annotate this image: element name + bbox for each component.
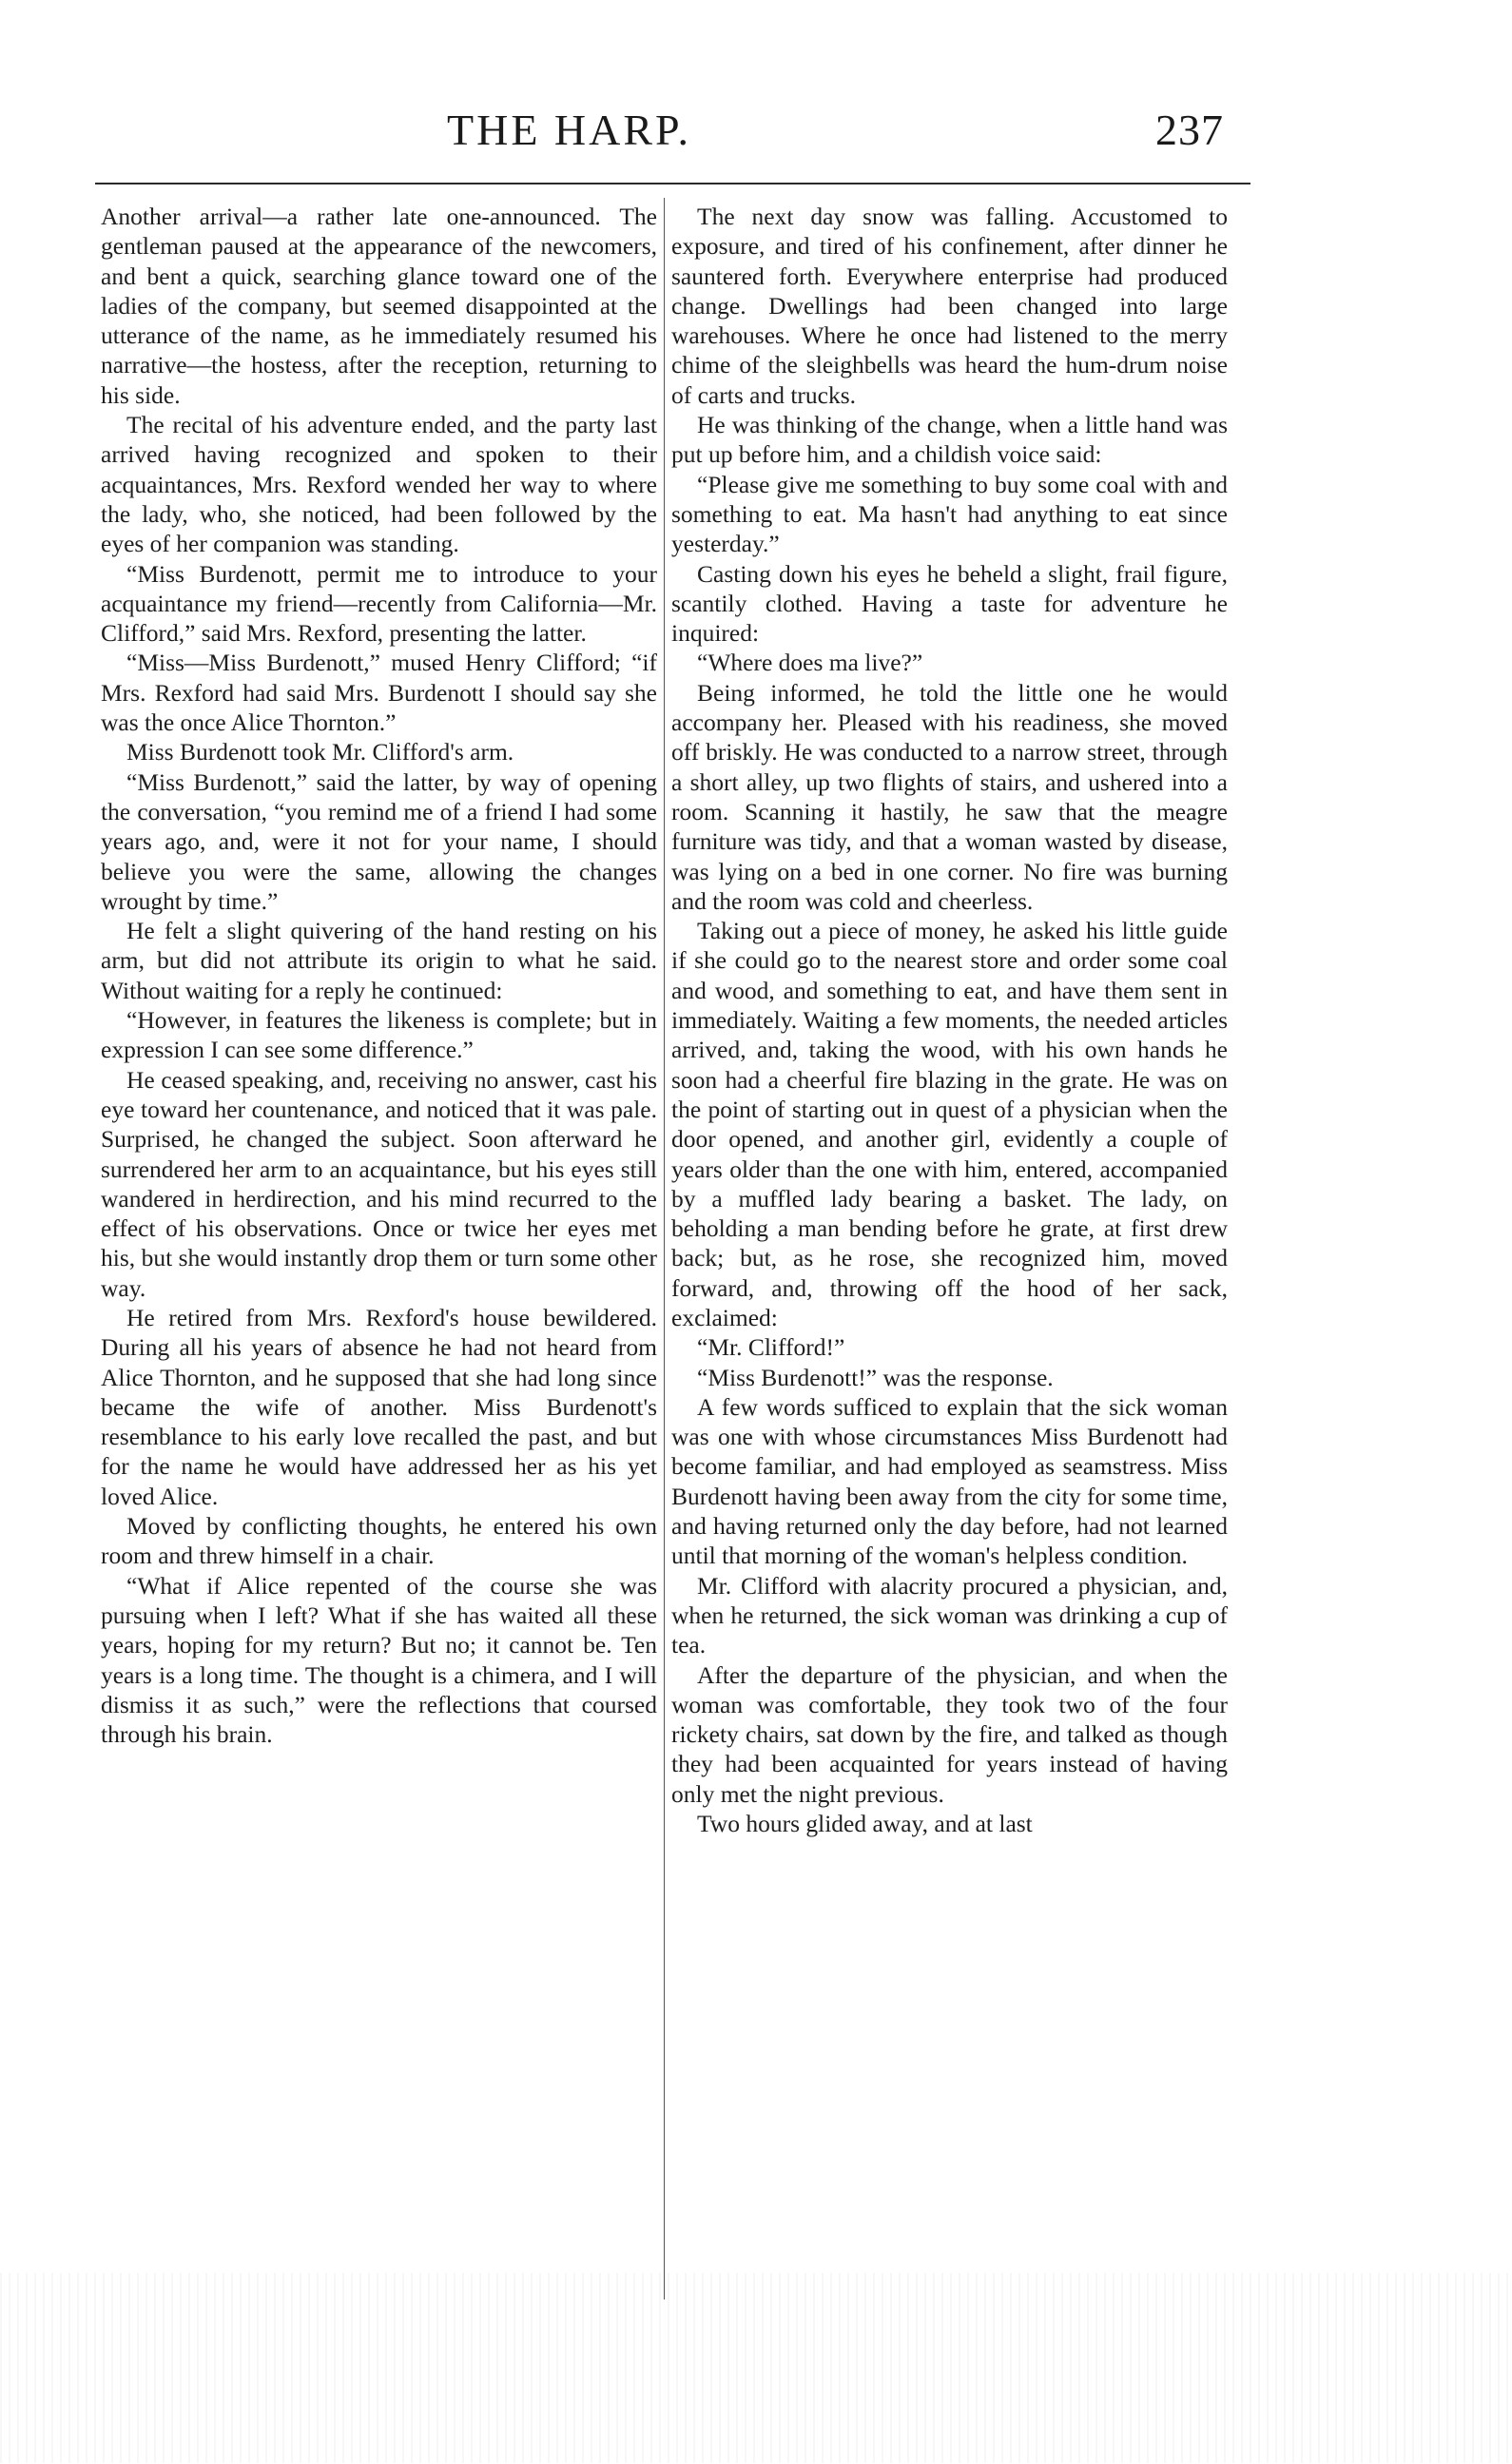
paragraph: He ceased speaking, and, receiving no answer, cast his eye toward her countenance, and noticed that it was pale. Surprised, he changed the subject. Soon afterward he surrendered her arm to an acquaintance, but his eyes still wandered in herdirection, and his mind recurred to the effect of his observations. Once or twice her eyes met his, but she would instantly drop them or turn some other way.: [101, 1065, 657, 1302]
paragraph: “Where does ma live?”: [697, 649, 923, 677]
paragraph: Taking out a piece of money, he asked his little guide if she could go to the nearest store and order some coal and wood, and something to eat, and have them sent in immediately. Waiting a few moments, the needed articles arrived, and, taking the wood, with his own hands he soon had a cheerful fire blazing in the grate. He was on the point of starting out in quest of a physician when the door opened, and another girl, evidently a couple of years older than the one with him, entered, accompanied by a muffled lady bearing a basket. The lady, on beholding a man bending before he grate, at first drew back; but, as he rose, she recognized him, moved forward, and, throwing off the hood of her sack, exclaimed:: [671, 917, 1228, 1331]
paragraph: After the departure of the physician, and when the woman was comfortable, they took two of the four rickety chairs, sat down by the fire, and talked as though they had been acquainted for years instead of having only met the night previous.: [671, 1660, 1228, 1808]
paragraph: The next day snow was falling. Accustomed to exposure, and tired of his confinement, after dinner he sauntered forth. Everywhere enterprise had produced change. Dwellings had been changed into large warehouses. Where he once had listened to the merry chime of the sleighbells was heard the hum-drum noise of carts and trucks.: [671, 203, 1228, 409]
column-divider: [664, 198, 665, 2299]
page-number: 237: [1155, 106, 1224, 154]
paragraph: “What if Alice repented of the course she was pursuing when I left? What if she has waited all these years, hoping for my return? But no; it cannot be. Ten years is a long time. The thought is a chimera, and I will dismiss it as such,” were the reflections that coursed through his brain.: [101, 1571, 657, 1749]
paragraph: Moved by conflicting thoughts, he entered his own room and threw himself in a chair.: [101, 1512, 657, 1570]
paragraph: Another arrival—a rather late one-announced. The gentleman paused at the appearance of the newcomers, and bent a quick, searching glance toward one of the ladies of the company, but seemed disappointed at the utterance of the name, as he immediately resumed his narrative—the hostess, after the reception, returning to his side.: [101, 203, 657, 409]
paragraph: “Please give me something to buy some coal with and something to eat. Ma hasn't had anything to eat since yesterday.”: [671, 470, 1228, 558]
paragraph: Being informed, he told the little one he would accompany her. Pleased with his readiness, she moved off briskly. He was conducted to a narrow street, through a short alley, up two flights of stairs, and ushered into a room. Scanning it hastily, he saw that the meagre furniture was tidy, and that a woman wasted by disease, was lying on a bed in one corner. No fire was burning and the room was cold and cheerless.: [671, 678, 1228, 915]
paragraph: Mr. Clifford with alacrity procured a physician, and, when he returned, the sick woman was drinking a cup of tea.: [671, 1571, 1228, 1659]
header-rule: [95, 183, 1250, 184]
paragraph: Casting down his eyes he beheld a slight, frail figure, scantily clothed. Having a taste for adventure he inquired:: [671, 559, 1228, 648]
page-header: [0, 105, 1512, 181]
paragraph: Two hours glided away, and at last: [697, 1810, 1033, 1838]
paragraph: He was thinking of the change, when a little hand was put up before him, and a childish voice said:: [671, 411, 1228, 469]
paragraph: “Mr. Clifford!”: [697, 1333, 845, 1362]
paragraph: “Miss Burdenott,” said the latter, by way of opening the conversation, “you remind me of a friend I had some years ago, and, were it not for your name, I should believe you were the same, allowing the changes wrought by time.”: [101, 767, 657, 915]
paper-texture: [0, 2273, 1512, 2463]
right-column: [671, 202, 1228, 1838]
paragraph: “Miss Burdenott!” was the response.: [697, 1363, 1054, 1391]
paragraph: Miss Burdenott took Mr. Clifford's arm.: [126, 738, 514, 766]
paragraph: “Miss—Miss Burdenott,” mused Henry Clifford; “if Mrs. Rexford had said Mrs. Burdenott I should say she was the once Alice Thornton.”: [101, 649, 657, 737]
paragraph: “However, in features the likeness is complete; but in expression I can see some difference.”: [101, 1006, 657, 1064]
paragraph: “Miss Burdenott, permit me to introduce to your acquaintance my friend—recently from California—Mr. Clifford,” said Mrs. Rexford, presenting the latter.: [101, 559, 657, 648]
paragraph: He retired from Mrs. Rexford's house bewildered. During all his years of absence he had not heard from Alice Thornton, and he supposed that she had long since became the wife of another. Miss Burdenott's resemblance to his early love recalled the past, and but for the name he would have addressed her as his yet loved Alice.: [101, 1303, 657, 1510]
running-title: THE HARP.: [447, 106, 692, 154]
paragraph: He felt a slight quivering of the hand resting on his arm, but did not attribute its origin to what he said. Without waiting for a reply he continued:: [101, 917, 657, 1004]
paragraph: The recital of his adventure ended, and the party last arrived having recognized and spoken to their acquaintances, Mrs. Rexford wended her way to where the lady, who, she noticed, had been followed by the eyes of her companion was standing.: [101, 411, 657, 558]
paragraph: A few words sufficed to explain that the sick woman was one with whose circumstances Miss Burdenott had become familiar, and had employed as seamstress. Miss Burdenott having been away from the city for some time, and having returned only the day before, had not learned until that morning of the woman's helpless condition.: [671, 1392, 1228, 1570]
left-column: [101, 202, 657, 1749]
